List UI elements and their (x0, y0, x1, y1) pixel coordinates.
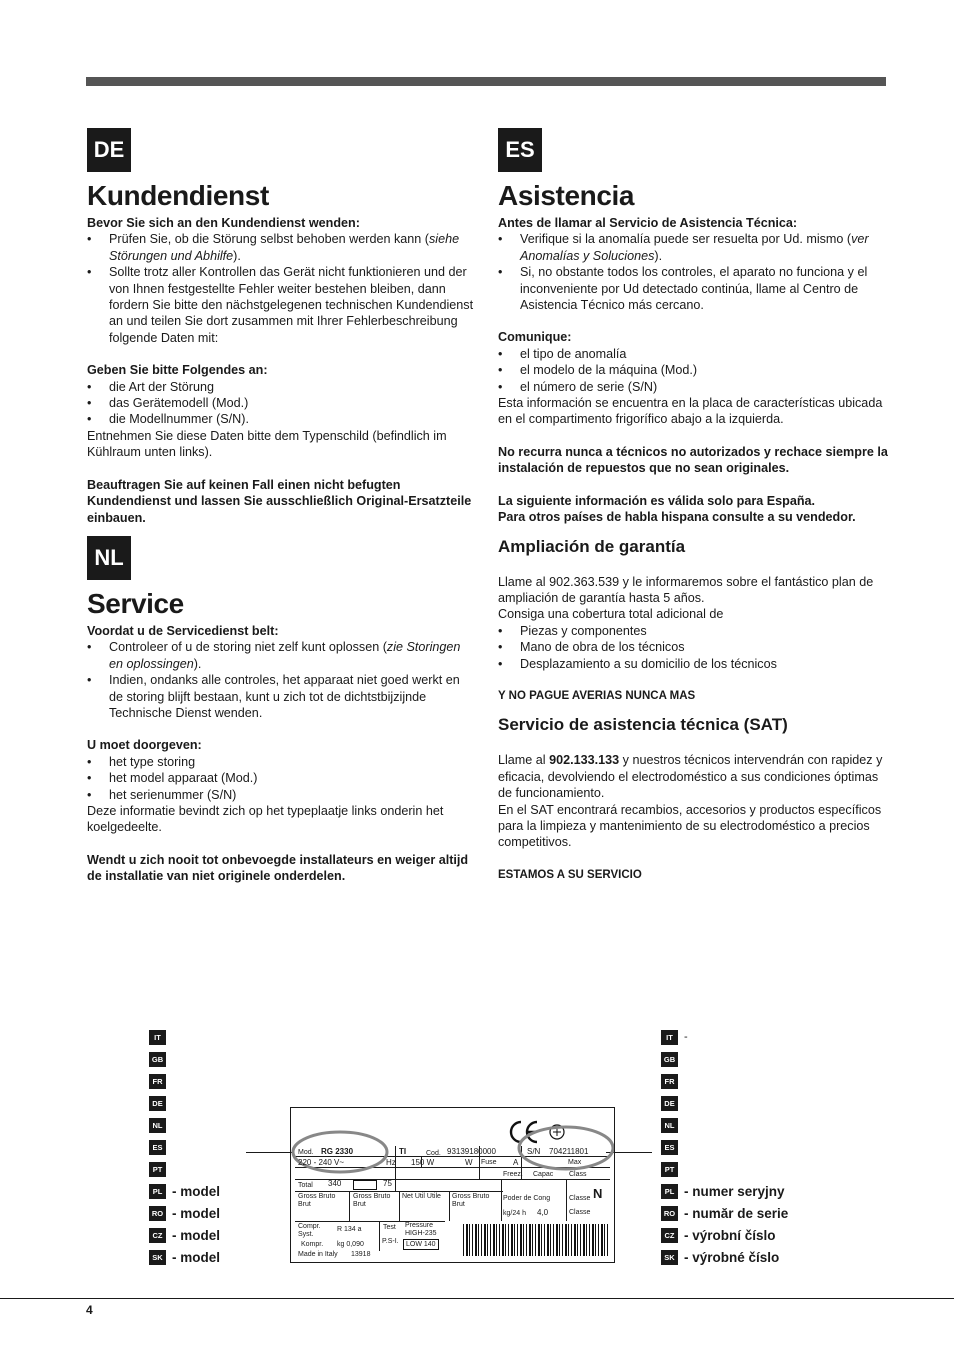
title-de: Kundendienst (87, 180, 269, 211)
warranty-text-2: Consiga una cobertura total adicional de (498, 607, 724, 622)
label-lang-list-right (661, 1026, 841, 1268)
list-item: • het type storing (87, 754, 477, 770)
warranty-title: Ampliación de garantía (498, 536, 686, 556)
warranty-tagline: Y NO PAGUE AVERIAS NUNCA MAS (498, 689, 696, 702)
sat-tagline: ESTAMOS A SU SERVICIO (498, 868, 642, 881)
lang-row: ES (661, 1136, 841, 1158)
sat-text: Llame al 902.133.133 y nuestros técnicos intervendrán con rapidez y eficacia, devolviendo el electrodoméstico a sus condiciones óptimas de funcionamiento. (498, 753, 883, 801)
head-es-b: Comunique: (498, 330, 572, 345)
lang-row: CZ - model (149, 1224, 289, 1246)
intro-de: Bevor Sie sich an den Kundendienst wenden: (87, 216, 360, 230)
lang-row: SK - výrobné číslo (661, 1246, 841, 1268)
top-rule (86, 77, 886, 86)
list-de-a (87, 231, 477, 346)
lang-row: PT (661, 1158, 841, 1180)
left-column (87, 128, 477, 885)
list-item: • Verifique si la anomalía puede ser resuelta por Ud. mismo (ver Anomalías y Soluciones). (498, 231, 888, 264)
warranty-text: Llame al 902.363.539 y le informaremos sobre el fantástico plan de ampliación de garantía hasta 5 años. (498, 574, 874, 605)
list-item: • das Gerätemodell (Mod.) (87, 395, 477, 411)
list-item: • Prüfen Sie, ob die Störung selbst behoben werden kann (siehe Störungen und Abhilfe). (87, 231, 477, 264)
note-de: Entnehmen Sie diese Daten bitte dem Typenschild (befindlich im Kühlraum unten links). (87, 428, 447, 460)
list-item: • el tipo de anomalía (498, 346, 888, 362)
list-es-b (498, 346, 888, 395)
page-number: 4 (86, 1303, 93, 1317)
note-nl: Deze informatie bevindt zich op het typeplaatje links onderin het koelgedeelte. (87, 803, 444, 835)
list-item: • Controleer of u de storing niet zelf kunt oplossen (zie Storingen en oplossingen). (87, 639, 477, 672)
warning-nl: Wendt u zich nooit tot onbevoegde installateurs en weiger altijd de installatie van niet originele onderdelen. (87, 852, 469, 884)
list-es-a (498, 231, 888, 313)
note-es: Esta información se encuentra en la placa de características ubicada en el compartimento frigorífico abajo a la izquierda. (498, 396, 883, 427)
lang-row: PT (149, 1158, 289, 1180)
list-item: • die Modellnummer (S/N). (87, 411, 477, 427)
lang-row: RO - număr de serie (661, 1202, 841, 1224)
list-item: • Mano de obra de los técnicos (498, 639, 888, 655)
plate-serial: 704211801 (549, 1147, 589, 1156)
freezer-star-icon (353, 1180, 377, 1190)
barcode (463, 1224, 609, 1256)
list-item: • Si, no obstante todos los controles, el aparato no funciona y el inconveniente por Ud detectado continúa, llame al Centro de Asistencia Técnico más cercano. (498, 264, 888, 313)
lang-row: FR (661, 1070, 841, 1092)
lang-row: RO - model (149, 1202, 289, 1224)
right-column (498, 128, 888, 883)
badge-es: ES (498, 128, 542, 172)
lang-row: PL - model (149, 1180, 289, 1202)
warning-de: Beauftragen Sie auf keinen Fall einen nicht befugten Kundendienst und lassen Sie ausschließlich Original-Ersatzteile einbauen. (87, 477, 472, 525)
list-item: • el modelo de la máquina (Mod.) (498, 362, 888, 378)
list-item: • Piezas y componentes (498, 623, 888, 639)
lang-row: IT - (661, 1026, 841, 1048)
intro-es: Antes de llamar al Servicio de Asistencia Técnica: (498, 216, 798, 230)
lang-row: FR (149, 1070, 289, 1092)
intro-nl: Voordat u de Servicedienst belt: (87, 623, 279, 638)
label-lang-list-left (149, 1026, 289, 1268)
bottom-rule (0, 1298, 954, 1299)
lang-row: NL (661, 1114, 841, 1136)
spain-note-1: La siguiente información es válida solo para España. (498, 493, 816, 508)
head-nl-b: U moet doorgeven: (87, 738, 202, 753)
list-item: • el número de serie (S/N) (498, 379, 888, 395)
list-item: • Indien, ondanks alle controles, het apparaat niet goed werkt en de storing blijft bestaan, kunt u zich tot de dichtstbijzijnde Technische Dienst wenden. (87, 672, 477, 721)
list-item: • Desplazamiento a su domicilio de los técnicos (498, 656, 888, 672)
list-item: • Sollte trotz aller Kontrollen das Gerät nicht funktionieren und der von Ihnen festgestellte Fehler weiter bestehen bleiben, dann fordern Sie bitte den nächstgelegenen technischen Kundendienst an und teilen Sie dort zusammen mit Ihrer Fehlerbeschreibung folgende Daten mit: (87, 264, 477, 346)
list-nl-b (87, 754, 477, 803)
badge-de: DE (87, 128, 131, 172)
sat-title: Servicio de asistencia técnica (SAT) (498, 715, 788, 735)
lang-row: IT (149, 1026, 289, 1048)
sat-phone: 902.133.133 (549, 753, 620, 768)
lang-row: PL - numer seryjny (661, 1180, 841, 1202)
sat-text-2: En el SAT encontrará recambios, accesorios y productos específicos para la limpieza y mantenimiento de su electrodoméstico a precios competitivos. (498, 802, 882, 850)
lang-row: GB (661, 1048, 841, 1070)
lang-row: DE (661, 1092, 841, 1114)
rating-plate: Mod. RG 2330 TI Cod. 93139180000 S/N 704211801 220 - 240 V~ Hz 150 W W Fuse A Max Total 340 75 Freez. Capac Class Gross Bruto Brut Gross Bruto Brut Net Util Utile Gross Bruto Brut Poder de Cong Classe N kg/24 h 4,0 Classe Compr. Syst. Kompr. R 134 a kg 0,090 Test P.S-I. Pressure HIGH-235 LOW 140 Made in Italy 13918 (290, 1107, 615, 1263)
lang-row: NL (149, 1114, 289, 1136)
plate-model: RG 2330 (321, 1147, 354, 1156)
title-es: Asistencia (498, 180, 635, 211)
warning-es: No recurra nunca a técnicos no autorizados y rechace siempre la instalación de repuestos que no sean originales. (498, 444, 888, 476)
list-item: • die Art der Störung (87, 379, 477, 395)
lang-row: DE (149, 1092, 289, 1114)
lang-row: SK - model (149, 1246, 289, 1268)
list-item: • het serienummer (S/N) (87, 787, 477, 803)
lang-row: ES (149, 1136, 289, 1158)
head-de-b: Geben Sie bitte Folgendes an: (87, 363, 268, 378)
list-item: • het model apparaat (Mod.) (87, 770, 477, 786)
spain-note-2: Para otros países de habla hispana consulte a su vendedor. (498, 510, 856, 525)
title-nl: Service (87, 587, 184, 619)
list-de-b (87, 379, 477, 428)
warranty-list (498, 623, 888, 672)
badge-nl: NL (87, 536, 131, 580)
list-nl-a (87, 639, 477, 721)
lang-row: CZ - výrobní číslo (661, 1224, 841, 1246)
lang-row: GB (149, 1048, 289, 1070)
pointer-line-left (246, 1152, 294, 1153)
